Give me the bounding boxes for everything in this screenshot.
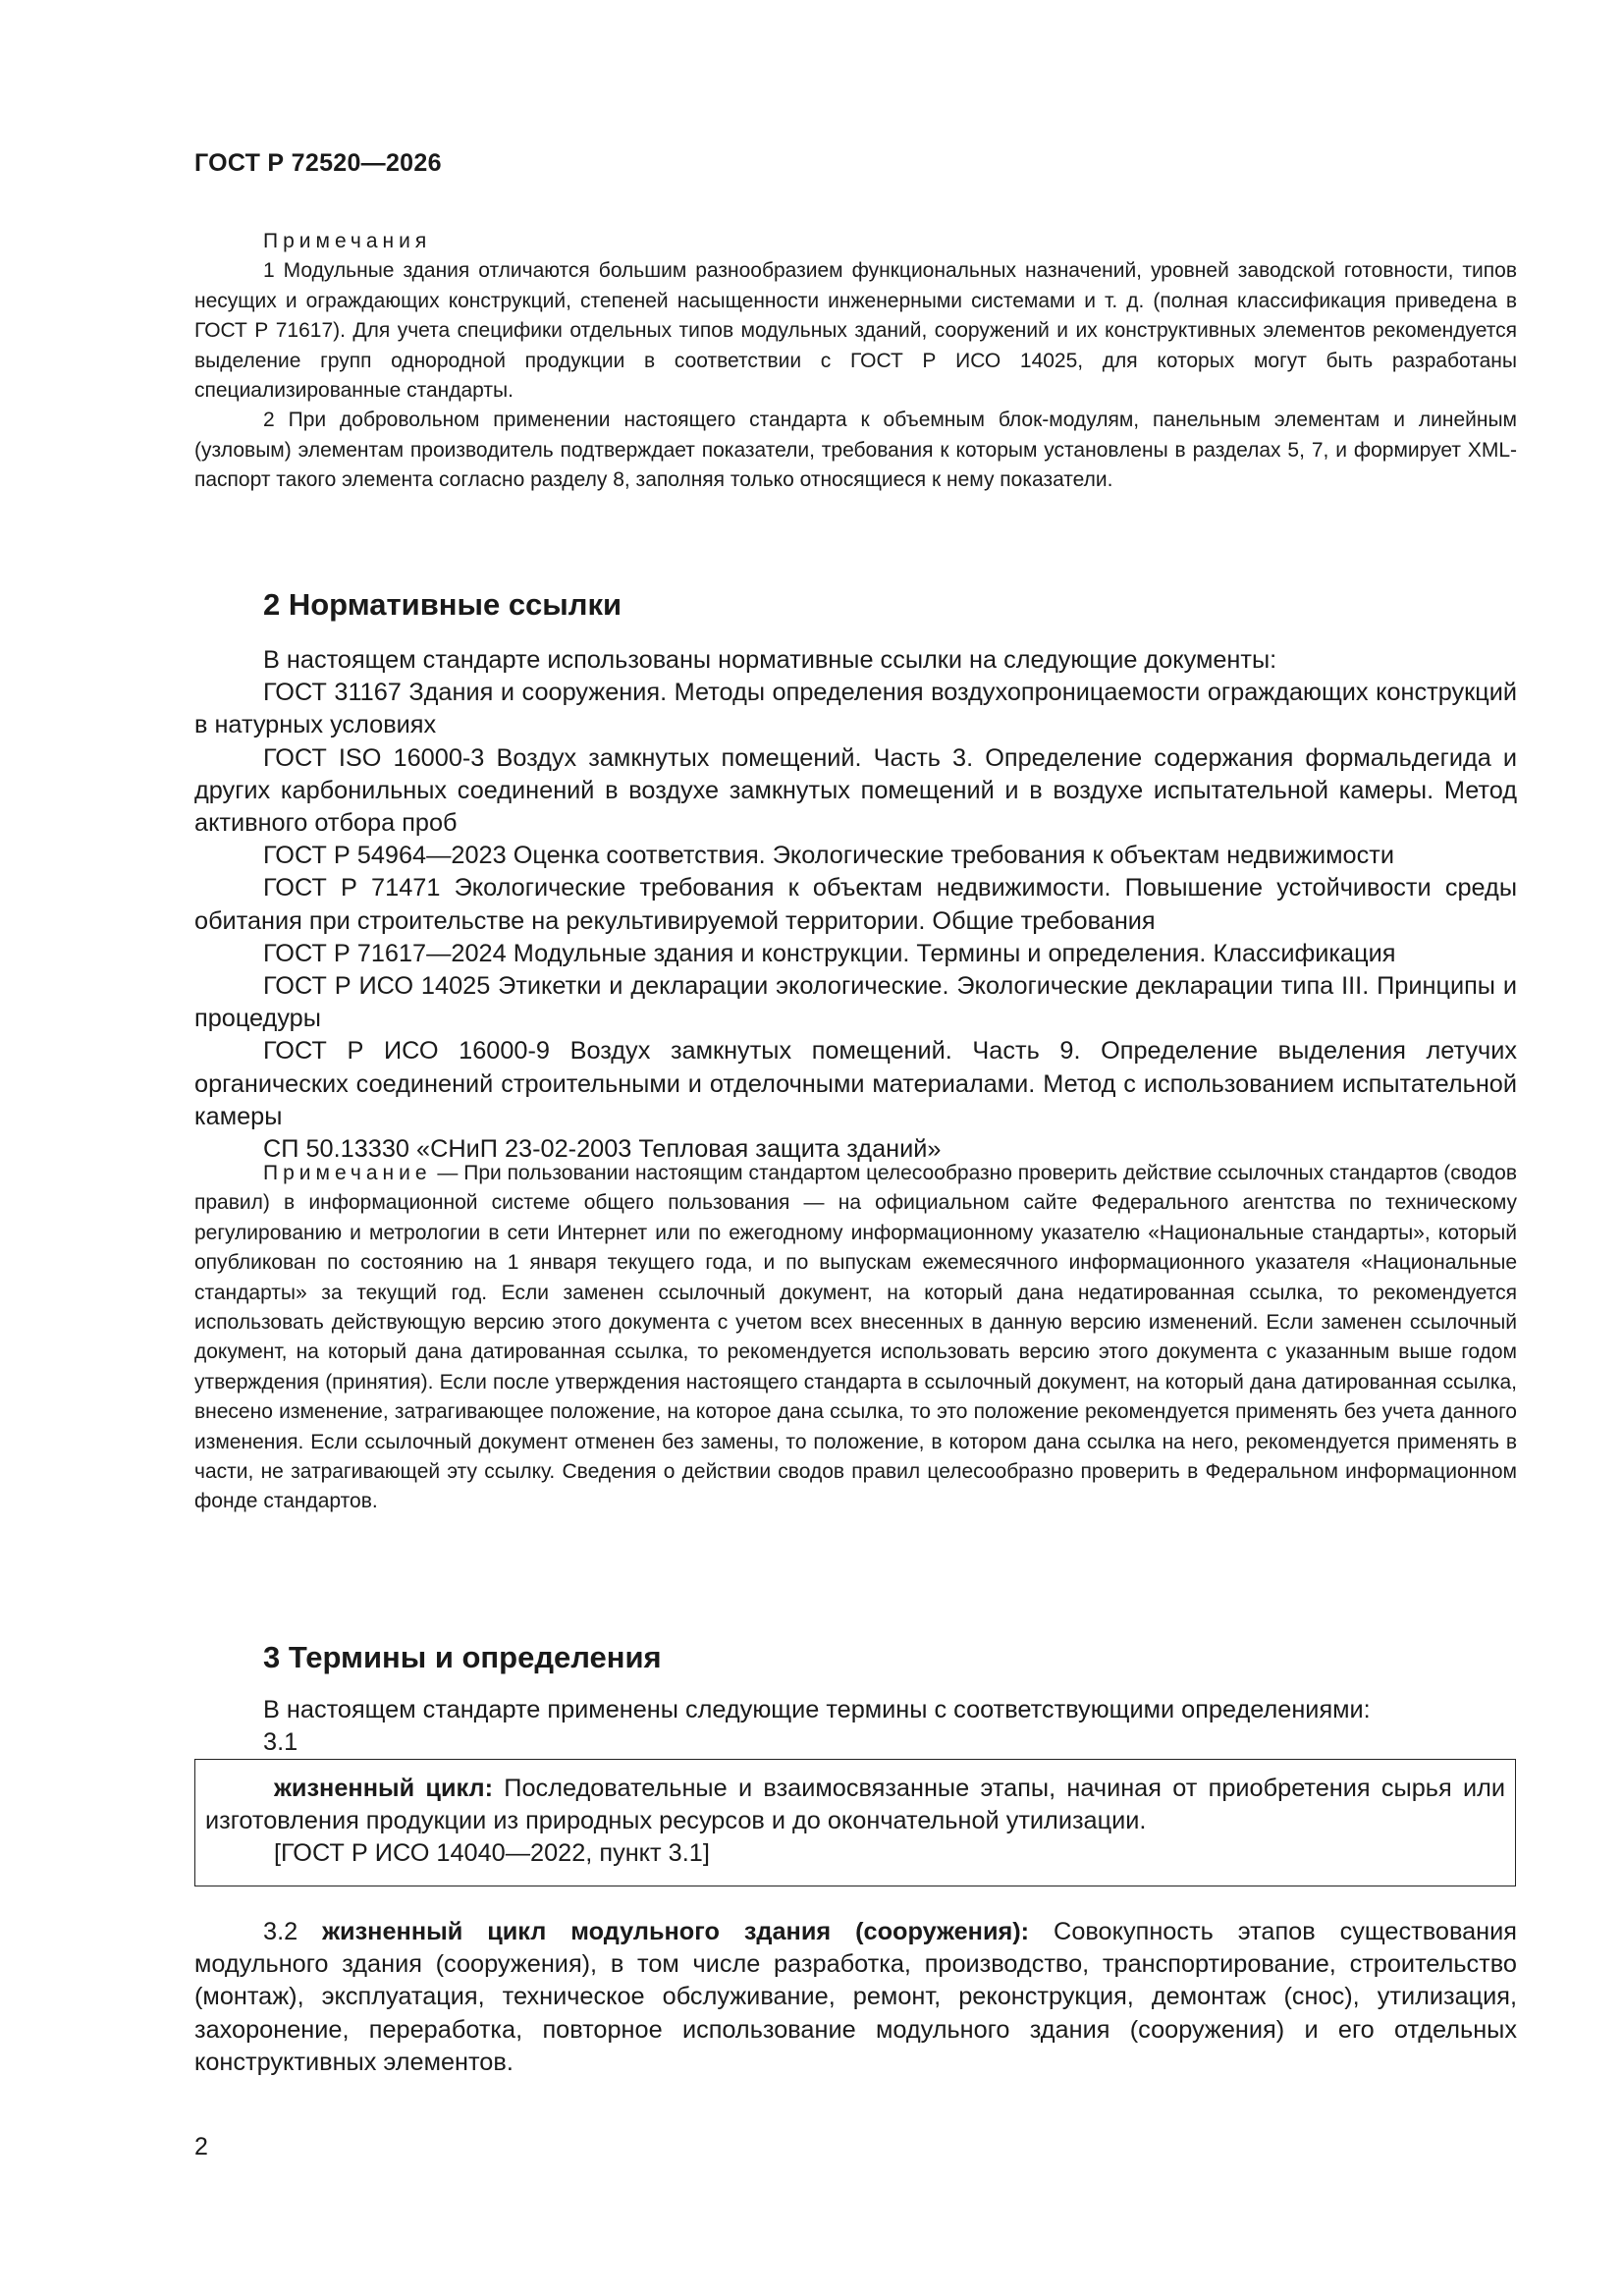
notes-title: Примечания (263, 230, 432, 252)
page-number: 2 (194, 2133, 208, 2160)
note-item-2: 2 При добровольном применении настоящего стандарта к объемным блок-модулям, панельным элементам и линейным (узловым) элементам производитель подтверждает показатели, требования к которым установлены в разделах 5, 7, и формирует XML-паспорт такого элемента согласно разделу 8, заполняя только относящиеся к нему показатели. (194, 409, 1517, 492)
note-dash: — (431, 1162, 464, 1184)
term-1-number: 3.1 (263, 1728, 298, 1757)
section-2-note (194, 1159, 1517, 1517)
term-1-name: жизненный цикл: (274, 1775, 493, 1802)
term-2-name: жизненный цикл модульного здания (сооружения): (322, 1918, 1030, 1945)
note-text: При пользовании настоящим стандартом целесообразно проверить действие ссылочных стандартов (сводов правил) в информационной системе общего пользования — на официальном сайте Федерального агентства по техническому регулированию и метрологии в сети Интернет или по ежегодному информационному указателю «Национальные стандарты», который опубликован по состоянию на 1 января текущего года, и по выпускам ежемесячного информационного указателя «Национальные стандарты» за текущий год. Если заменен ссылочный документ, на который дана недатированная ссылка, то рекомендуется использовать действующую версию этого документа с учетом всех внесенных в данную версию изменений. Если заменен ссылочный документ, на который дана датированная ссылка, то рекомендуется использовать версию этого документа с указанным выше годом утверждения (принятия). Если после утверждения настоящего стандарта в ссылочный документ, на который дана датированная ссылка, внесено изменение, затрагивающее положение, на которое дана ссылка, то это положение рекомендуется применять без учета данного изменения. Если ссылочный документ отменен без замены, то положение, в котором дана ссылка на него, рекомендуется применять в части, не затрагивающей эту ссылку. Сведения о действии сводов правил целесообразно проверить в Федеральном информационном фонде стандартов. (194, 1162, 1517, 1513)
section-3-intro: В настоящем стандарте применены следующие термины с соответствующими определениями: (263, 1696, 1371, 1723)
section-2-intro: В настоящем стандарте использованы нормативные ссылки на следующие документы: (263, 646, 1277, 674)
term-2-text: Совокупность этапов существования модульного здания (сооружения), в том числе разработка, производство, транспортирование, строительство (монтаж), эксплуатация, техническое обслуживание, ремонт, реконструкция, демонтаж (снос), утилизация, захоронение, переработка, повторное использование модульного здания (сооружения) и его отдельных конструктивных элементов. (194, 1918, 1517, 2076)
term-1-definition (205, 1773, 1505, 1837)
section-3-heading: 3 Термины и определения (263, 1640, 662, 1674)
reference-item: ГОСТ Р 54964—2023 Оценка соответствия. Экологические требования к объектам недвижимости (263, 842, 1394, 870)
section-2-heading: 2 Нормативные ссылки (263, 587, 622, 622)
reference-item: ГОСТ 31167 Здания и сооружения. Методы определения воздухопроницаемости ограждающих конструкций в натурных условиях (194, 679, 1517, 739)
note-item-1: 1 Модульные здания отличаются большим разнообразием функциональных назначений, уровней заводской готовности, типов несущих и ограждающих конструкций, степеней насыщенности инженерными системами и т. д. (полная классификация приведена в ГОСТ Р 71617). Для учета специфики отдельных типов модульных зданий, сооружений и их конструктивных элементов рекомендуется выделение групп однородной продукции в соответствии с ГОСТ Р ИСО 14025, для которых могут быть разработаны специализированные стандарты. (194, 259, 1517, 403)
term-2-number: 3.2 (263, 1918, 323, 1945)
note-label: Примечание (263, 1162, 432, 1184)
reference-item: СП 50.13330 «СНиП 23-02-2003 Тепловая защита зданий» (263, 1135, 942, 1164)
document-code: ГОСТ Р 72520—2026 (194, 149, 442, 177)
term-2-definition (194, 1916, 1517, 2079)
term-definition-box (194, 1759, 1516, 1886)
term-1-text: Последовательные и взаимосвязанные этапы, начиная от приобретения сырья или изготовления продукции из природных ресурсов и до окончательной утилизации. (205, 1775, 1505, 1835)
term-2-block (194, 1916, 1517, 2079)
reference-item: ГОСТ Р 71617—2024 Модульные здания и конструкции. Термины и определения. Классификация (263, 939, 1396, 967)
reference-item: ГОСТ Р 71471 Экологические требования к объектам недвижимости. Повышение устойчивости среды обитания при строительстве на рекультивируемой территории. Общие требования (194, 874, 1517, 935)
term-1-source: [ГОСТ Р ИСО 14040—2022, пункт 3.1] (274, 1839, 710, 1868)
notes-block (194, 227, 1517, 496)
reference-item: ГОСТ ISO 16000-3 Воздух замкнутых помещений. Часть 3. Определение содержания формальдегида и других карбонильных соединений в воздухе замкнутых помещений и в воздухе испытательной камеры. Метод активного отбора проб (194, 743, 1517, 838)
section-3-intro-block (194, 1694, 1517, 1759)
reference-item: ГОСТ Р ИСО 14025 Этикетки и декларации экологические. Экологические декларации типа III. Принципы и процедуры (194, 972, 1517, 1033)
reference-item: ГОСТ Р ИСО 16000-9 Воздух замкнутых помещений. Часть 9. Определение выделения летучих органических соединений строительными и отделочными материалами. Метод с использованием испытательной камеры (194, 1037, 1517, 1130)
section-2-body (194, 644, 1517, 1166)
